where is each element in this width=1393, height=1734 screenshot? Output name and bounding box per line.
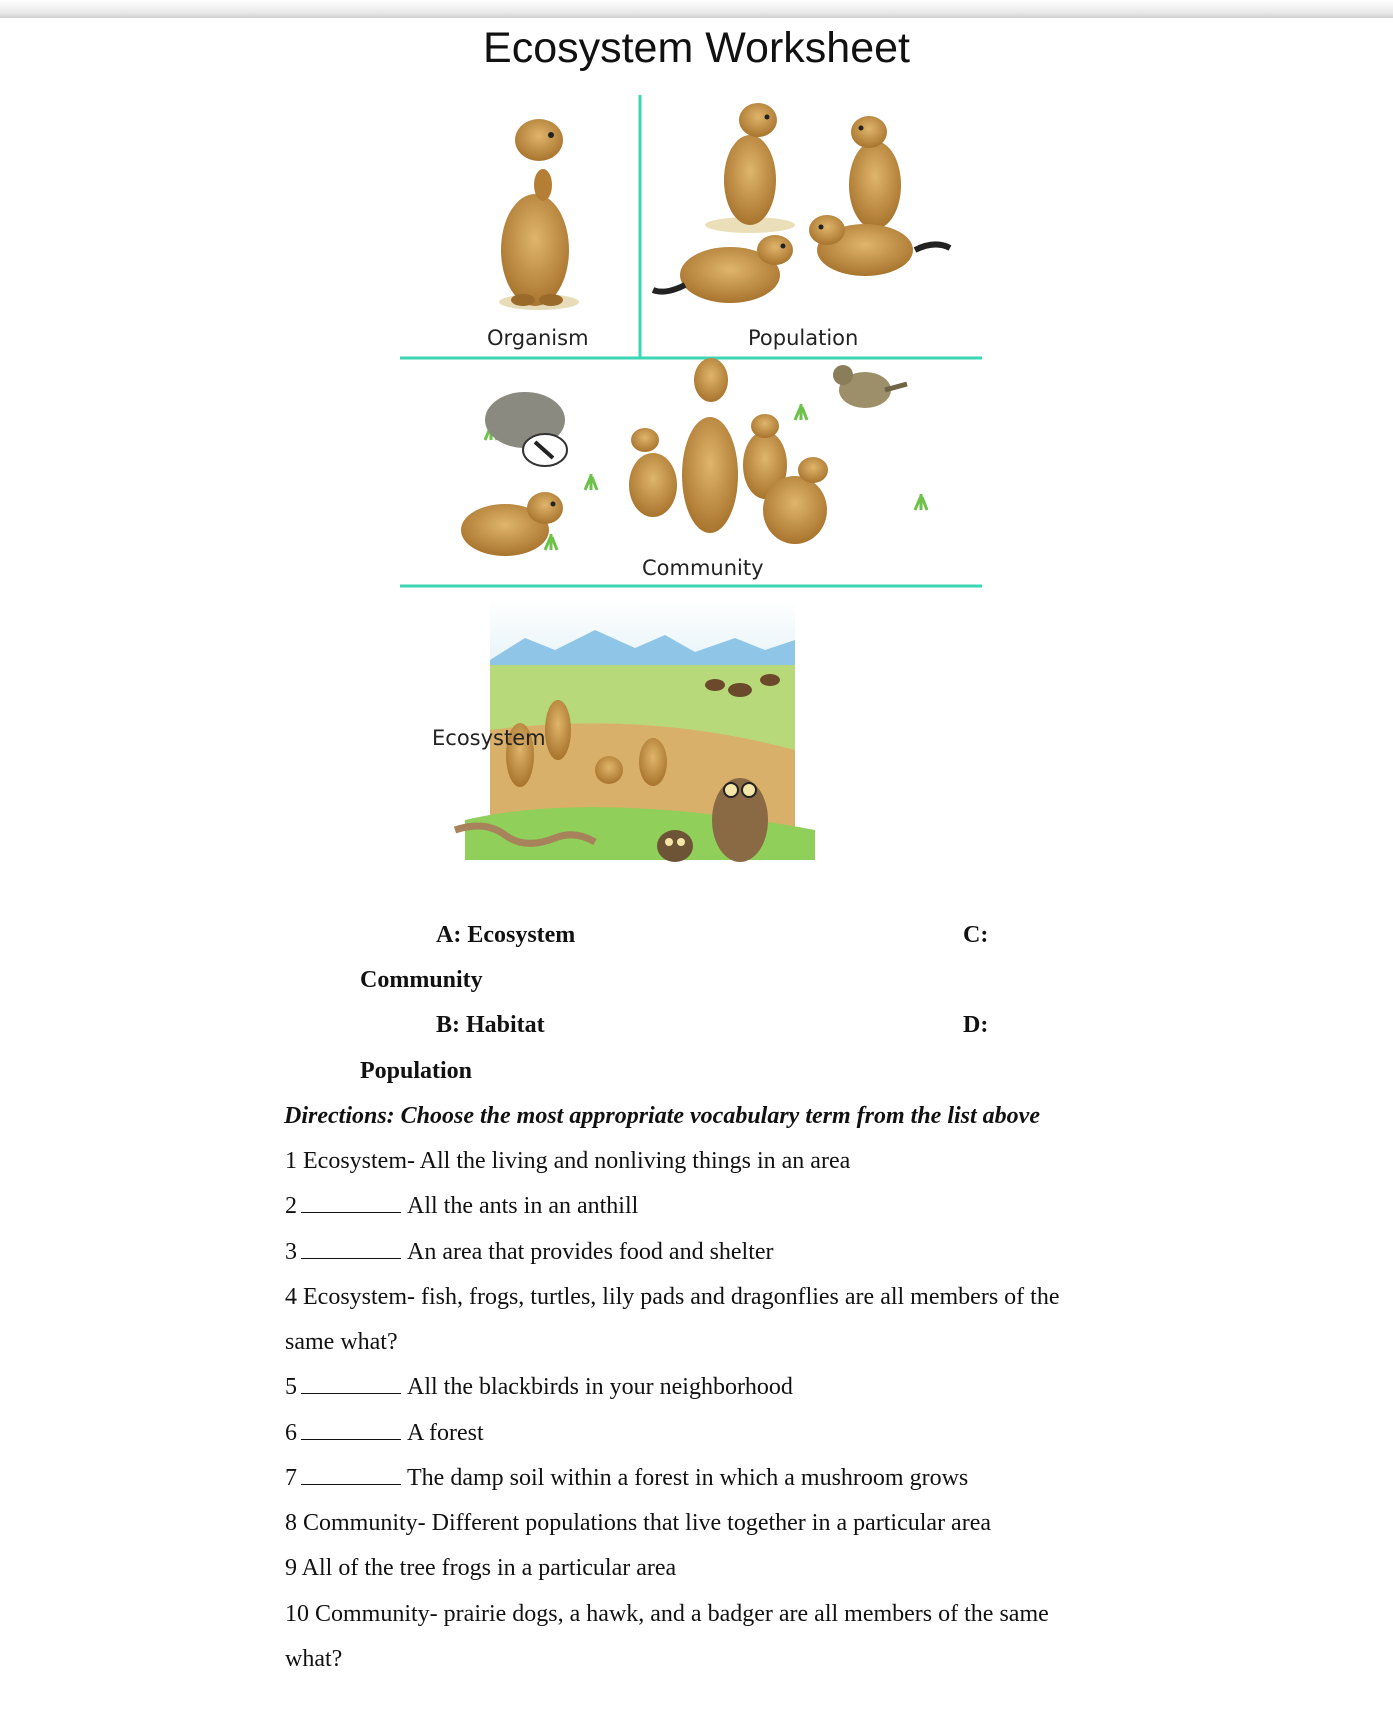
organism-label: Organism (487, 326, 589, 350)
term-a: A: Ecosystem (436, 922, 576, 948)
term-d: D: (963, 1012, 989, 1038)
question-6 (285, 1418, 484, 1448)
answer-blank[interactable] (301, 1373, 401, 1394)
quail (833, 365, 907, 408)
question-text: An area that provides food and shelter (407, 1239, 774, 1265)
question-3 (285, 1237, 774, 1267)
question-4-line-2: same what? (285, 1329, 398, 1355)
question-5 (285, 1372, 793, 1402)
term-b: B: Habitat (436, 1012, 545, 1038)
page-title: Ecosystem Worksheet (483, 24, 910, 72)
question-number: 2 (285, 1193, 297, 1219)
question-9: 9 All of the tree frogs in a particular area (285, 1555, 677, 1581)
answer-blank[interactable] (301, 1419, 401, 1440)
badger (485, 392, 567, 466)
answer-blank[interactable] (301, 1192, 401, 1213)
population-label: Population (748, 326, 859, 350)
community-label: Community (642, 556, 764, 580)
ecosystem-label: Ecosystem (432, 726, 546, 750)
question-text: The damp soil within a forest in which a mushroom grows (407, 1465, 969, 1491)
question-2 (285, 1191, 638, 1221)
answer-blank[interactable] (301, 1464, 401, 1485)
question-10-line-2: what? (285, 1646, 343, 1672)
term-c-value: Community (360, 967, 483, 993)
question-number: 5 (285, 1374, 297, 1400)
community-scene (461, 358, 927, 556)
question-text: All the blackbirds in your neighborhood (407, 1374, 793, 1400)
question-8: 8 Community- Different populations that live together in a particular area (285, 1510, 992, 1536)
community-prairie-dogs (461, 358, 828, 556)
top-shadow-bar (0, 0, 1393, 18)
answer-blank[interactable] (301, 1238, 401, 1259)
question-1: 1 Ecosystem- All the living and nonliving things in an area (285, 1148, 851, 1174)
population-prairie-dogs (653, 103, 950, 303)
question-10-line-1: 10 Community- prairie dogs, a hawk, and a badger are all members of the same (285, 1601, 1049, 1627)
question-4-line-1: 4 Ecosystem- fish, frogs, turtles, lily pads and dragonflies are all members of the (285, 1284, 1060, 1310)
question-number: 7 (285, 1465, 297, 1491)
question-text: A forest (407, 1420, 484, 1446)
question-text: All the ants in an anthill (407, 1193, 639, 1219)
question-number: 6 (285, 1420, 297, 1446)
directions: Directions: Choose the most appropriate vocabulary term from the list above (284, 1103, 1040, 1129)
organism-prairie-dog (499, 119, 579, 310)
ecology-levels-illustration (395, 90, 995, 905)
ecology-levels-figure (395, 90, 995, 905)
term-c: C: (963, 922, 989, 948)
question-7 (285, 1463, 968, 1493)
term-d-value: Population (360, 1058, 473, 1084)
question-number: 3 (285, 1239, 297, 1265)
